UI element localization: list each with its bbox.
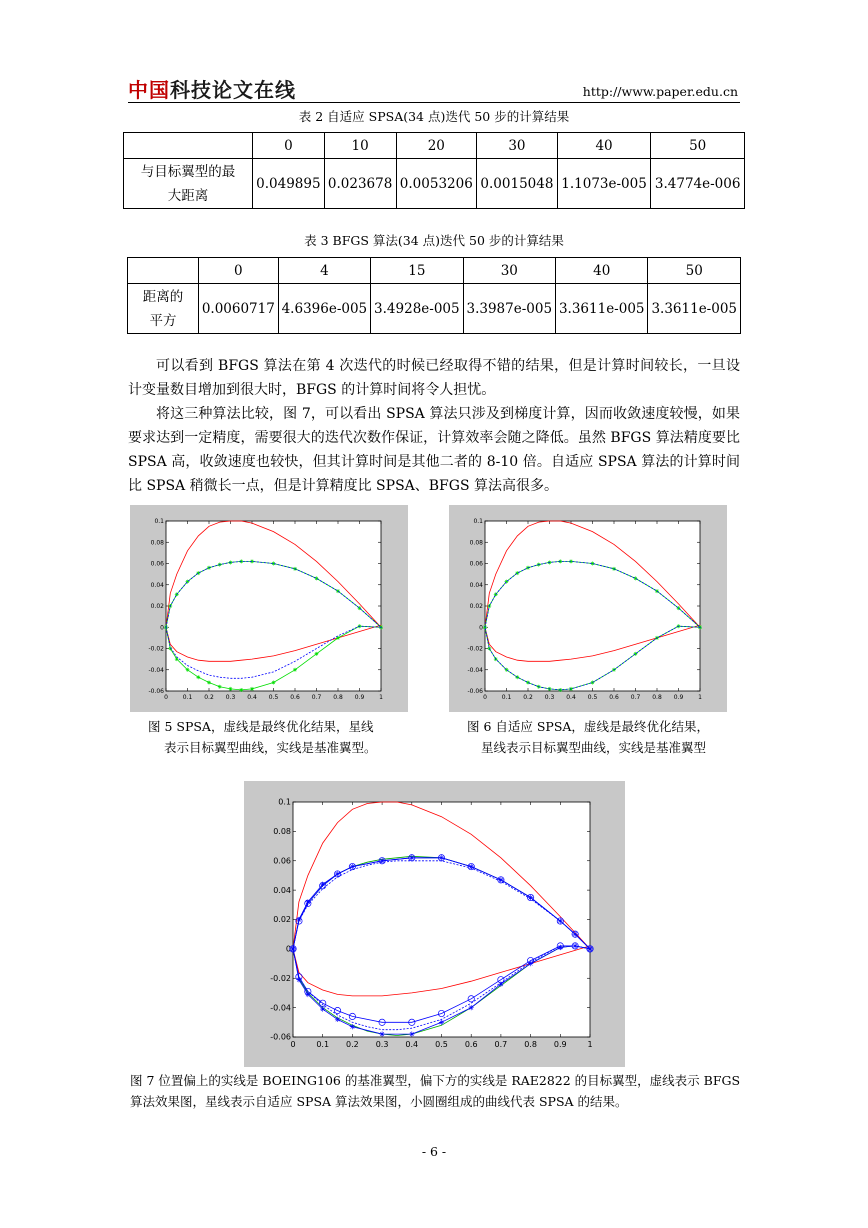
y-tick-label: -0.06 (148, 688, 164, 695)
table3-header-cell: 4 (278, 258, 370, 284)
figure7-chart (244, 781, 625, 1067)
x-tick-label: 0.4 (405, 1040, 419, 1049)
y-tick-label: -0.04 (148, 666, 164, 674)
table2-caption: 表 2 自适应 SPSA(34 点)迭代 50 步的计算结果 (298, 109, 570, 124)
x-tick-label: 0.9 (553, 1040, 567, 1049)
header-url[interactable]: http://www.paper.edu.cn (582, 84, 738, 99)
x-tick-label: 0 (290, 1040, 296, 1049)
table2-header-cell: 20 (396, 133, 477, 159)
x-tick-label: 0.5 (587, 694, 598, 701)
y-tick-label: -0.02 (467, 645, 483, 653)
x-tick-label: 0.4 (247, 694, 257, 701)
x-tick-label: 0.1 (182, 694, 193, 701)
y-tick-label: 0 (160, 624, 164, 632)
figure5-caption-line2: 表示目标翼型曲线，实线是基准翼型。 (164, 740, 377, 755)
x-tick-label: 0.3 (544, 694, 555, 701)
x-tick-label: 0.1 (501, 694, 512, 701)
y-tick-label: 0.02 (469, 603, 483, 610)
table3-value-cell: 4.6396e-005 (278, 284, 370, 334)
table3-header-cell: 40 (556, 258, 648, 284)
x-tick-label: 0.8 (333, 694, 343, 701)
y-tick-label: 0.02 (150, 603, 164, 610)
figure6-caption (467, 716, 739, 758)
table3-row-label-line1: 距离的 (142, 288, 184, 305)
table2-header-cell: 40 (557, 133, 651, 159)
table2-row-label (124, 159, 253, 209)
y-tick-label: 0.04 (469, 581, 483, 589)
table3 (127, 257, 741, 334)
y-tick-label: 0.08 (150, 539, 164, 547)
table3-header-cell: 15 (371, 258, 463, 284)
y-tick-label: 0.1 (278, 797, 291, 807)
table3-header-cell (128, 258, 199, 284)
y-tick-label: 0.1 (154, 518, 164, 525)
y-tick-label: 0.06 (273, 856, 291, 866)
figure6-caption-line1: 图 6 自适应 SPSA，虚线是最终优化结果， (467, 719, 709, 734)
table3-row-label (128, 284, 199, 334)
table2-value-cell: 1.1073e-005 (557, 159, 651, 209)
table2-header-cell (124, 133, 253, 159)
table3-value-cell: 0.0060717 (199, 284, 279, 334)
x-tick-label: 0.9 (673, 694, 684, 701)
x-tick-label: 0.6 (290, 694, 300, 701)
plot-area (166, 521, 381, 691)
x-tick-label: 0.9 (354, 694, 365, 701)
figure5-chart (130, 505, 408, 712)
y-tick-label: -0.06 (467, 688, 483, 695)
journal-logo (128, 74, 296, 103)
table2-value-cell: 0.0053206 (396, 159, 477, 209)
y-tick-label: 0.06 (150, 560, 164, 568)
x-tick-label: 0.8 (652, 694, 662, 701)
figure6-panel (449, 505, 727, 712)
x-tick-label: 1 (379, 694, 383, 701)
y-tick-label: 0.04 (273, 885, 291, 895)
x-tick-label: 0.6 (464, 1040, 478, 1049)
figure7-panel (244, 781, 625, 1067)
y-tick-label: 0.08 (273, 827, 291, 837)
y-tick-label: -0.06 (270, 1032, 291, 1042)
y-tick-label: 0.04 (150, 581, 164, 589)
figure5-caption-line1: 图 5 SPSA，虚线是最终优化结果，星线 (148, 719, 374, 734)
x-tick-label: 0.5 (435, 1040, 448, 1049)
table2-header-cell: 10 (324, 133, 396, 159)
y-tick-label: 0.08 (469, 539, 483, 547)
table2-value-cell: 3.4774e-006 (651, 159, 745, 209)
table2-value-cell: 0.023678 (324, 159, 396, 209)
x-tick-label: 0.7 (494, 1040, 508, 1049)
x-tick-label: 0.8 (524, 1040, 537, 1049)
x-tick-label: 0.3 (375, 1040, 389, 1049)
table2-header-cell: 30 (477, 133, 558, 159)
y-tick-label: -0.02 (270, 973, 291, 983)
header-rule (128, 102, 740, 103)
table3-value-cell: 3.3987e-005 (463, 284, 555, 334)
paragraph: 可以看到 BFGS 算法在第 4 次迭代的时候已经取得不错的结果，但是计算时间较长，一旦设计变量数目增加到很大时，BFGS 的计算时间将令人担忧。 (128, 358, 740, 398)
paragraph: 将这三种算法比较，图 7，可以看出 SPSA 算法只涉及到梯度计算，因而收敛速度较慢，如果要求达到一定精度，需要很大的迭代次数作保证，计算效率会随之降低。虽然 BFGS 算法精度要比 SPSA 高，收敛速度也较快，但其计算时间是其他二者的 8-10 倍。自适应 SPSA 算法的计算时间比 SPSA 稍微长一点，但是计算精度比 SPSA、BFGS 算法高很多。 (128, 406, 740, 494)
table2-row-label-line2: 大距离 (167, 187, 209, 204)
plot-area (485, 521, 700, 691)
table3-header-cell: 0 (199, 258, 279, 284)
figure6-caption-line2: 星线表示目标翼型曲线，实线是基准翼型 (481, 740, 707, 755)
x-tick-label: 0.6 (609, 694, 619, 701)
x-tick-label: 0.5 (268, 694, 279, 701)
y-tick-label: 0.1 (473, 518, 483, 525)
y-tick-label: 0 (479, 624, 483, 632)
figure7-caption (130, 1070, 742, 1112)
table3-row-label-line2: 平方 (149, 312, 177, 329)
x-tick-label: 0.2 (204, 694, 214, 701)
y-tick-label: 0.02 (273, 915, 291, 925)
table3-value-cell: 3.3611e-005 (648, 284, 741, 334)
body-text (128, 354, 740, 498)
x-tick-label: 0.7 (311, 694, 322, 701)
table3-value-cell: 3.4928e-005 (371, 284, 463, 334)
page-number: - 6 - (421, 1144, 447, 1159)
figure6-chart (449, 505, 727, 712)
table3-caption: 表 3 BFGS 算法(34 点)迭代 50 步的计算结果 (304, 233, 564, 248)
x-tick-label: 0.3 (225, 694, 236, 701)
y-tick-label: 0 (285, 944, 291, 954)
table3-value-cell: 3.3611e-005 (556, 284, 648, 334)
x-tick-label: 0.2 (523, 694, 533, 701)
y-tick-label: -0.04 (270, 1003, 291, 1013)
table2 (123, 132, 745, 209)
x-tick-label: 0 (483, 694, 487, 701)
x-tick-label: 0.2 (346, 1040, 359, 1049)
y-tick-label: -0.04 (467, 666, 483, 674)
x-tick-label: 0 (164, 694, 168, 701)
table2-value-cell: 0.049895 (253, 159, 325, 209)
y-tick-label: -0.02 (148, 645, 164, 653)
figure5-panel (130, 505, 408, 712)
x-tick-label: 1 (698, 694, 702, 701)
figure7-caption-line2: 算法效果图，星线表示自适应 SPSA 算法效果图，小圆圈组成的曲线代表 SPSA 的结果。 (130, 1094, 628, 1109)
x-tick-label: 0.1 (316, 1040, 330, 1049)
logo-part2: 科技论文在线 (170, 78, 296, 102)
table2-header-cell: 50 (651, 133, 745, 159)
plot-area (293, 802, 590, 1037)
table2-header-cell: 0 (253, 133, 325, 159)
table3-header-cell: 50 (648, 258, 741, 284)
table3-header-cell: 30 (463, 258, 555, 284)
figure5-caption (148, 716, 418, 758)
x-tick-label: 0.7 (630, 694, 641, 701)
x-tick-label: 0.4 (566, 694, 576, 701)
y-tick-label: 0.06 (469, 560, 483, 568)
table2-value-cell: 0.0015048 (477, 159, 558, 209)
x-tick-label: 1 (587, 1040, 593, 1049)
figure7-caption-line1: 图 7 位置偏上的实线是 BOEING106 的基准翼型，偏下方的实线是 RAE2822 的目标翼型，虚线表示 BFGS (130, 1073, 741, 1088)
table2-row-label-line1: 与目标翼型的最 (140, 163, 236, 180)
logo-part1: 中国 (128, 78, 170, 102)
